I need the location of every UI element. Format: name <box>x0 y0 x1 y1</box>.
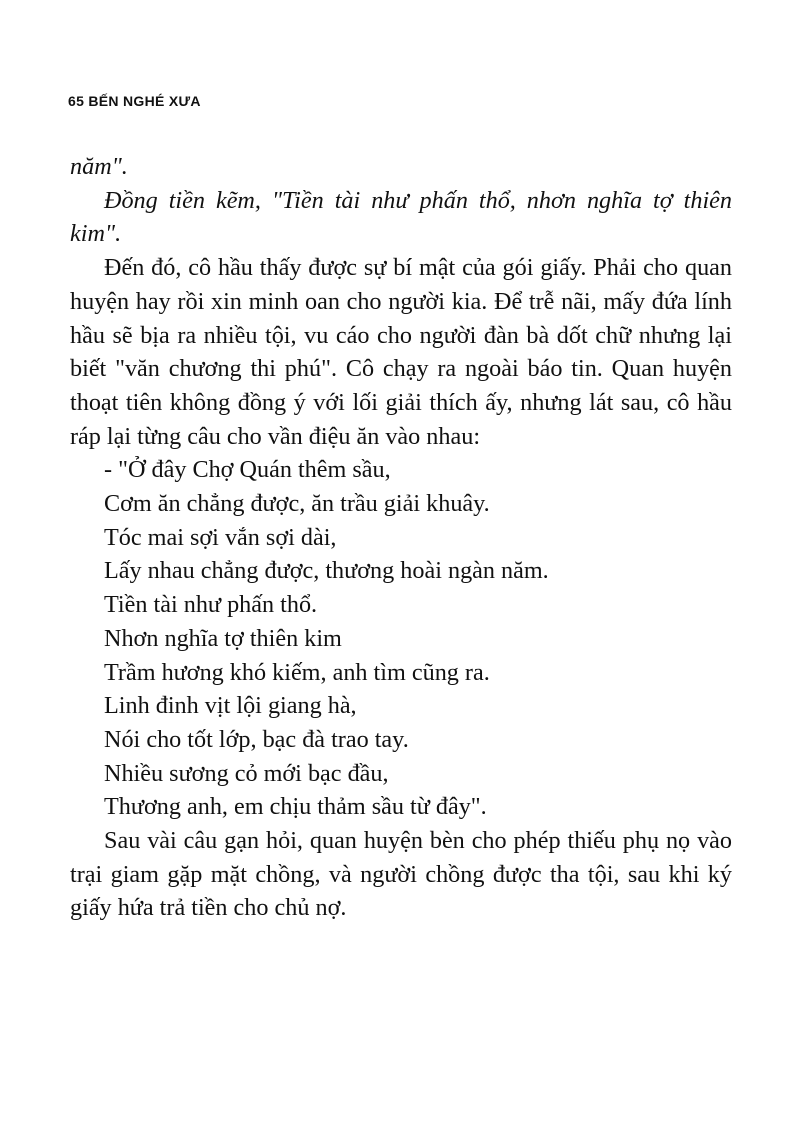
text-paragraph: Đến đó, cô hầu thấy được sự bí mật của gói giấy. Phải cho quan huyện hay rồi xin minh oan cho người kia. Để trễ nãi, mấy đứa lính hầu sẽ bịa ra nhiều tội, vu cáo cho người đàn bà dốt chữ nhưng lại biết "văn chương thi phú". Cô chạy ra ngoài báo tin. Quan huyện thoạt tiên không đồng ý với lối giải thích ấy, nhưng lát sau, cô hầu ráp lại từng câu cho vần điệu ăn vào nhau: <box>70 254 732 450</box>
poem-line: Lấy nhau chẳng được, thương hoài ngàn năm. <box>104 557 549 585</box>
poem-line: Nhiều sương cỏ mới bạc đầu, <box>104 759 389 787</box>
text-paragraph-final: Sau vài câu gạn hỏi, quan huyện bèn cho phép thiếu phụ nọ vào trại giam gặp mặt chồng, và người chồng được tha tội, sau khi ký giấy hứa trả tiền cho chủ nợ. <box>70 827 732 922</box>
poem-line: Nhơn nghĩa tợ thiên kim <box>104 624 342 652</box>
poem-line: Nói cho tốt lớp, bạc đà trao tay. <box>104 725 409 753</box>
text-line-continuation: năm". <box>70 153 128 180</box>
poem-block <box>70 453 732 824</box>
poem-line: Tóc mai sợi vắn sợi dài, <box>104 523 337 551</box>
poem-line: Cơm ăn chẳng được, ăn trầu giải khuây. <box>104 490 490 518</box>
poem-line: Trầm hương khó kiếm, anh tìm cũng ra. <box>104 658 490 686</box>
page-body <box>70 150 732 925</box>
poem-line: - "Ở đây Chợ Quán thêm sầu, <box>104 456 391 484</box>
text-paragraph-italic: Đồng tiền kẽm, "Tiền tài như phấn thổ, nhơn nghĩa tợ thiên kim". <box>70 186 732 248</box>
poem-line: Tiền tài như phấn thổ. <box>104 591 318 619</box>
running-header: 65 BẾN NGHÉ XƯA <box>68 93 201 109</box>
poem-line: Thương anh, em chịu thảm sầu từ đây". <box>104 793 487 821</box>
poem-line: Linh đinh vịt lội giang hà, <box>104 692 357 720</box>
